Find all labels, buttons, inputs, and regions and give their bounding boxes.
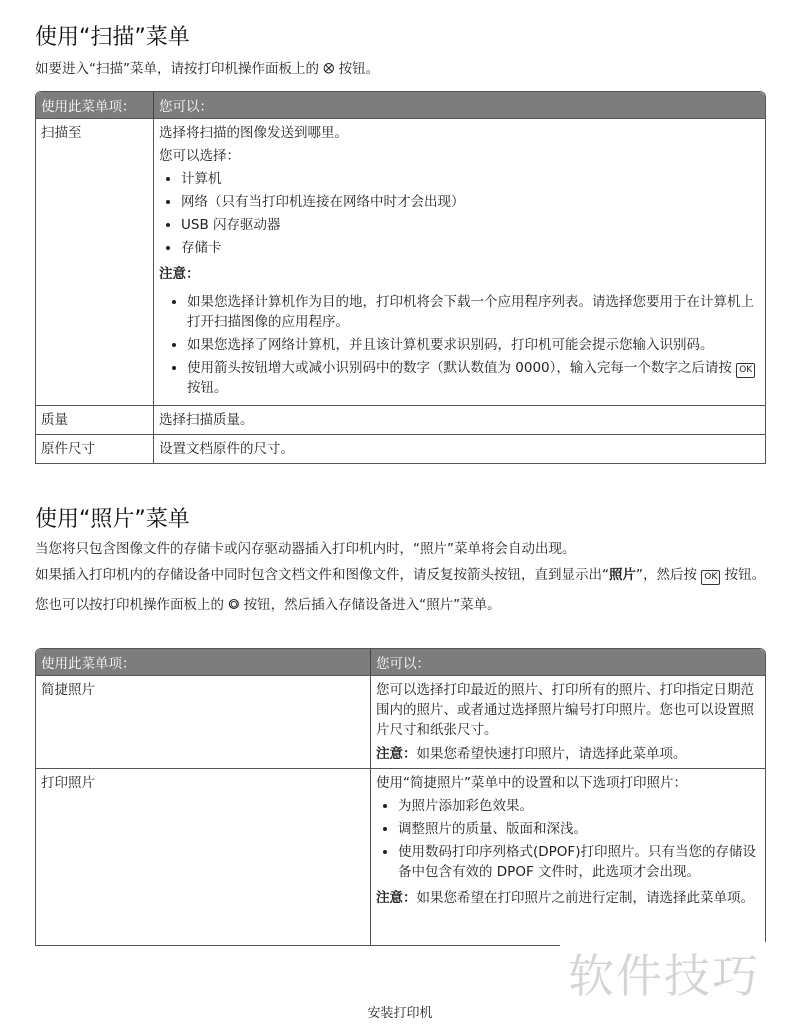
table-header bbox=[36, 92, 765, 118]
list-item: • 使用数码打印序列格式(DPOF)打印照片。只有当您的存储设备中包含有效的 DPOF 文件时，此选项才会出现。 bbox=[398, 842, 760, 882]
list-item: • 计算机 bbox=[181, 169, 760, 189]
text: 如果插入打印机内的存储设备中同时包含文档文件和图像文件，请反复按箭头按钮，直到显示出“ bbox=[35, 567, 609, 583]
menu-description bbox=[371, 675, 765, 768]
menu-item: 原件尺寸 bbox=[36, 434, 154, 463]
text: 您也可以按打印机操作面板上的 bbox=[35, 597, 224, 613]
note-text-end: 按钮。 bbox=[187, 380, 228, 396]
ok-button-icon: OK bbox=[736, 363, 755, 378]
menu-description bbox=[371, 768, 765, 945]
paragraph bbox=[35, 594, 766, 616]
list-item: • 为照片添加彩色效果。 bbox=[398, 796, 760, 816]
table-row bbox=[36, 118, 765, 405]
intro-text-end: 按钮。 bbox=[338, 61, 380, 77]
desc: 您可以选择打印最近的照片、打印所有的照片、打印指定日期范围内的照片、或者通过选择照片编号打印照片。您也可以设置照片尺寸和纸张尺寸。 bbox=[376, 682, 754, 738]
list-item: • 调整照片的质量、版面和深浅。 bbox=[398, 819, 760, 839]
table-row bbox=[36, 675, 765, 768]
photo-menu-table bbox=[35, 648, 766, 946]
choose-label: 您可以选择： bbox=[159, 148, 240, 164]
scan-menu-table bbox=[35, 91, 766, 464]
photo-icon: ⭗ bbox=[228, 597, 240, 613]
column-header: 您可以： bbox=[371, 649, 765, 675]
list-item: • 网络（只有当打印机连接在网络中时才会出现） bbox=[181, 192, 760, 212]
note-text: 如果您希望在打印照片之前进行定制，请选择此菜单项。 bbox=[416, 890, 754, 906]
menu-item: 质量 bbox=[36, 405, 154, 434]
scan-icon: ⭙ bbox=[323, 61, 335, 77]
column-header: 使用此菜单项： bbox=[36, 649, 371, 675]
desc: 选择将扫描的图像发送到哪里。 bbox=[159, 125, 348, 141]
note-label: 注意： bbox=[376, 746, 417, 762]
options-list bbox=[376, 796, 760, 882]
ok-button-icon: OK bbox=[701, 570, 720, 585]
photo-section-title: 使用“照片”菜单 bbox=[35, 507, 190, 532]
table-row bbox=[36, 405, 765, 434]
menu-description: 选择扫描质量。 bbox=[154, 405, 765, 434]
list-item: • 存储卡 bbox=[181, 238, 760, 258]
photo-intro bbox=[35, 538, 766, 616]
note-label: 注意： bbox=[159, 266, 200, 282]
list-item: • 如果您选择了网络计算机，并且该计算机要求识别码，打印机可能会提示您输入识别码。 bbox=[187, 335, 760, 355]
column-header: 使用此菜单项： bbox=[36, 92, 154, 118]
paragraph: 当您将只包含图像文件的存储卡或闪存驱动器插入打印机内时，“照片”菜单将会自动出现。 bbox=[35, 541, 576, 557]
text: 按钮，然后插入存储设备进入“照片”菜单。 bbox=[243, 597, 501, 613]
note-text: 如果您希望快速打印照片，请选择此菜单项。 bbox=[416, 746, 687, 762]
desc: 使用“简捷照片”菜单中的设置和以下选项打印照片： bbox=[376, 775, 687, 791]
page-footer: 安装打印机 bbox=[367, 1006, 433, 1021]
note-text: 使用箭头按钮增大或减小识别码中的数字（默认数值为 0000），输入完每一个数字之后请按 bbox=[187, 360, 732, 376]
column-header: 您可以： bbox=[154, 92, 765, 118]
menu-item: 简捷照片 bbox=[36, 675, 371, 768]
menu-item: 扫描至 bbox=[36, 118, 154, 405]
table-header bbox=[36, 649, 765, 675]
list-item bbox=[187, 358, 760, 398]
menu-description bbox=[154, 118, 765, 405]
menu-description: 设置文档原件的尺寸。 bbox=[154, 434, 765, 463]
menu-item: 打印照片 bbox=[36, 768, 371, 945]
note-label: 注意： bbox=[376, 890, 417, 906]
text: 按钮。 bbox=[724, 567, 766, 583]
notes-list bbox=[159, 292, 760, 398]
watermark: 软件技巧 bbox=[568, 949, 760, 1003]
table-row bbox=[36, 434, 765, 463]
table-row bbox=[36, 768, 765, 945]
bold-text: 照片 bbox=[609, 567, 636, 583]
list-item: • USB 闪存驱动器 bbox=[181, 215, 760, 235]
text: ”，然后按 bbox=[636, 567, 697, 583]
options-list bbox=[159, 169, 760, 258]
scan-intro bbox=[35, 58, 379, 80]
scan-section-title: 使用“扫描”菜单 bbox=[35, 25, 190, 50]
list-item: • 如果您选择计算机作为目的地，打印机将会下载一个应用程序列表。请选择您要用于在计算机上打开扫描图像的应用程序。 bbox=[187, 292, 760, 332]
intro-text: 如要进入“扫描”菜单，请按打印机操作面板上的 bbox=[35, 61, 319, 77]
paragraph bbox=[35, 564, 766, 586]
